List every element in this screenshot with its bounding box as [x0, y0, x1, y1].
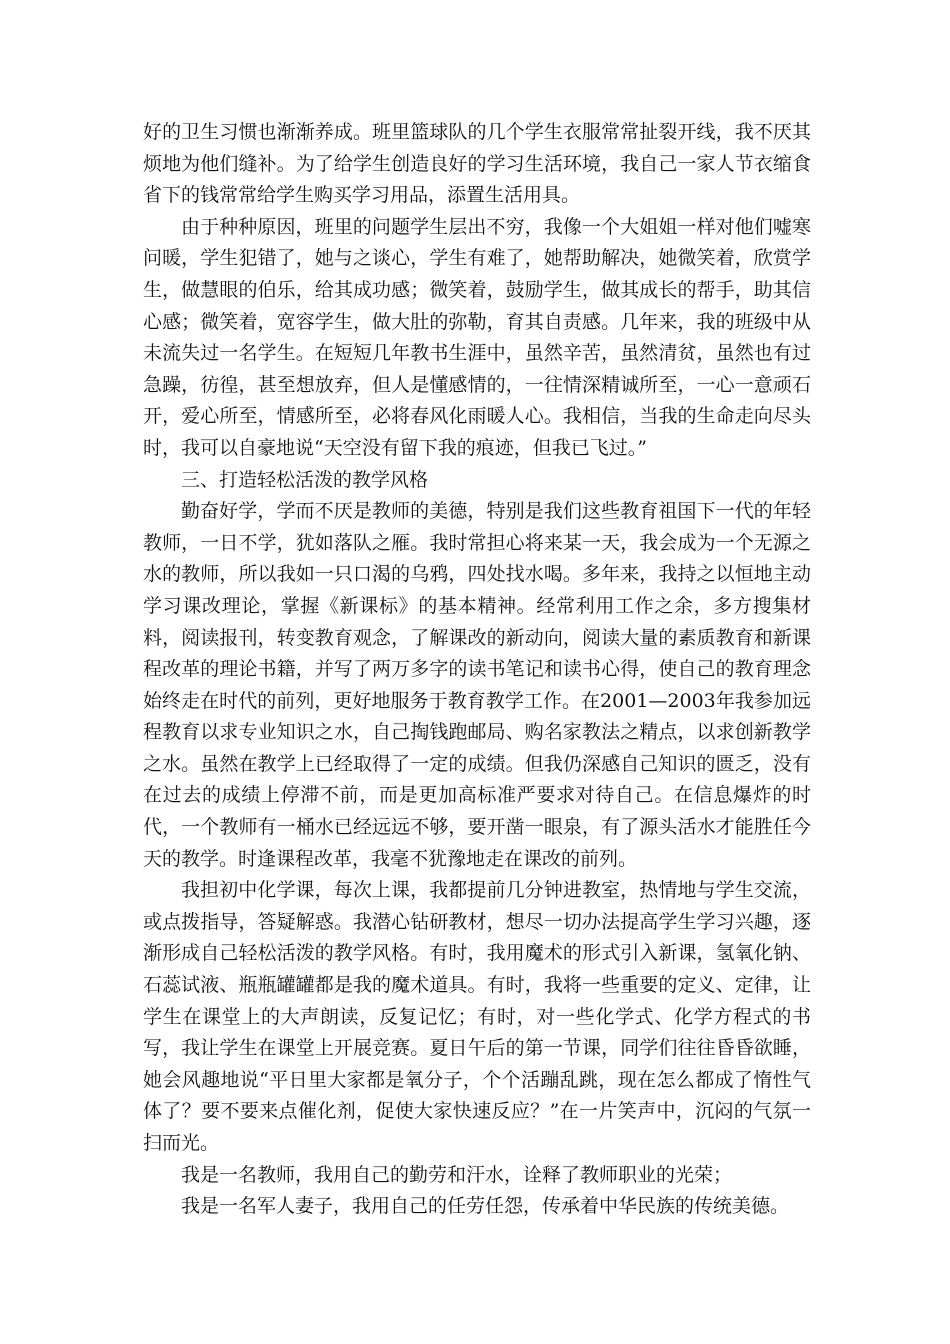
paragraph-closing-teacher: 我是一名教师，我用自己的勤劳和汗水，诠释了教师职业的光荣；	[181, 1163, 733, 1186]
paragraph-problem-students: 由于种种原因，班里的问题学生层出不穷，我像一个大姐姐一样对他们嘘寒问暖，学生犯错了，她与之谈心，学生有难了，她帮助解决，她微笑着，欣赏学生，做慧眼的伯乐，给其成功感；微笑着，鼓励学生，做其成长的帮手，助其信心感；微笑着，宽容学生，做大肚的弥勒，育其自责感。几年来，我的班级中从未流失过一名学生。在短短几年教书生涯中，虽然辛苦，虽然清贫，虽然也有过急躁，彷徨，甚至想放弃，但人是懂感情的，一往情深精诚所至，一心一意顽石开，爱心所至，情感所至，必将春风化雨暖人心。我相信，当我的生命走向尽头时，我可以自豪地说“天空没有留下我的痕迹，但我已飞过。”	[143, 215, 811, 459]
document-page	[143, 117, 811, 1223]
paragraph-continuation: 好的卫生习惯也渐渐养成。班里篮球队的几个学生衣服常常扯裂开线，我不厌其烦地为他们缝补。为了给学生创造良好的学习生活环境，我自己一家人节衣缩食省下的钱常常给学生购买学习用品，添置生活用具。	[143, 121, 811, 207]
paragraph-self-study: 勤奋好学，学而不厌是教师的美德，特别是我们这些教育祖国下一代的年轻教师，一日不学，犹如落队之雁。我时常担心将来某一天，我会成为一个无源之水的教师，所以我如一只口渴的乌鸦，四处找水喝。多年来，我持之以恒地主动学习课改理论，掌握《新课标》的基本精神。经常利用工作之余，多方搜集材料，阅读报刊，转变教育观念，了解课改的新动向，阅读大量的素质教育和新课程改革的理论书籍，并写了两万多字的读书笔记和读书心得，使自己的教育理念始终走在时代的前列，更好地服务于教育教学工作。在2001—2003年我参加远程教育以求专业知识之水，自己掏钱跑邮局、购名家教法之精点，以求创新教学之水。虽然在教学上已经取得了一定的成绩。但我仍深感自己知识的匮乏，没有在过去的成绩上停滞不前，而是更加高标准严要求对待自己。在信息爆炸的时代，一个教师有一桶水已经远远不够，要开凿一眼泉，有了源头活水才能胜任今天的教学。时逢课程改革，我毫不犹豫地走在课改的前列。	[143, 500, 811, 870]
paragraph-closing-wife: 我是一名军人妻子，我用自己的任劳任怨，传承着中华民族的传统美德。	[181, 1195, 790, 1218]
section-heading: 三、打造轻松活泼的教学风格	[181, 468, 429, 491]
paragraph-teaching-style: 我担初中化学课，每次上课，我都提前几分钟进教室，热情地与学生交流，或点拨指导，答疑解惑。我潜心钻研教材，想尽一切办法提高学生学习兴趣，逐渐形成自己轻松活泼的教学风格。有时，我用魔术的形式引入新课，氢氧化钠、石蕊试液、瓶瓶罐罐都是我的魔术道具。有时，我将一些重要的定义、定律，让学生在课堂上的大声朗读，反复记忆；有时，对一些化学式、化学方程式的书写，我让学生在课堂上开展竞赛。夏日午后的第一节课，同学们往往昏昏欲睡，她会风趣地说“平日里大家都是氧分子，个个活蹦乱跳，现在怎么都成了惰性气体了？要不要来点催化剂，促使大家快速反应？”在一片笑声中，沉闷的气氛一扫而光。	[143, 879, 811, 1154]
